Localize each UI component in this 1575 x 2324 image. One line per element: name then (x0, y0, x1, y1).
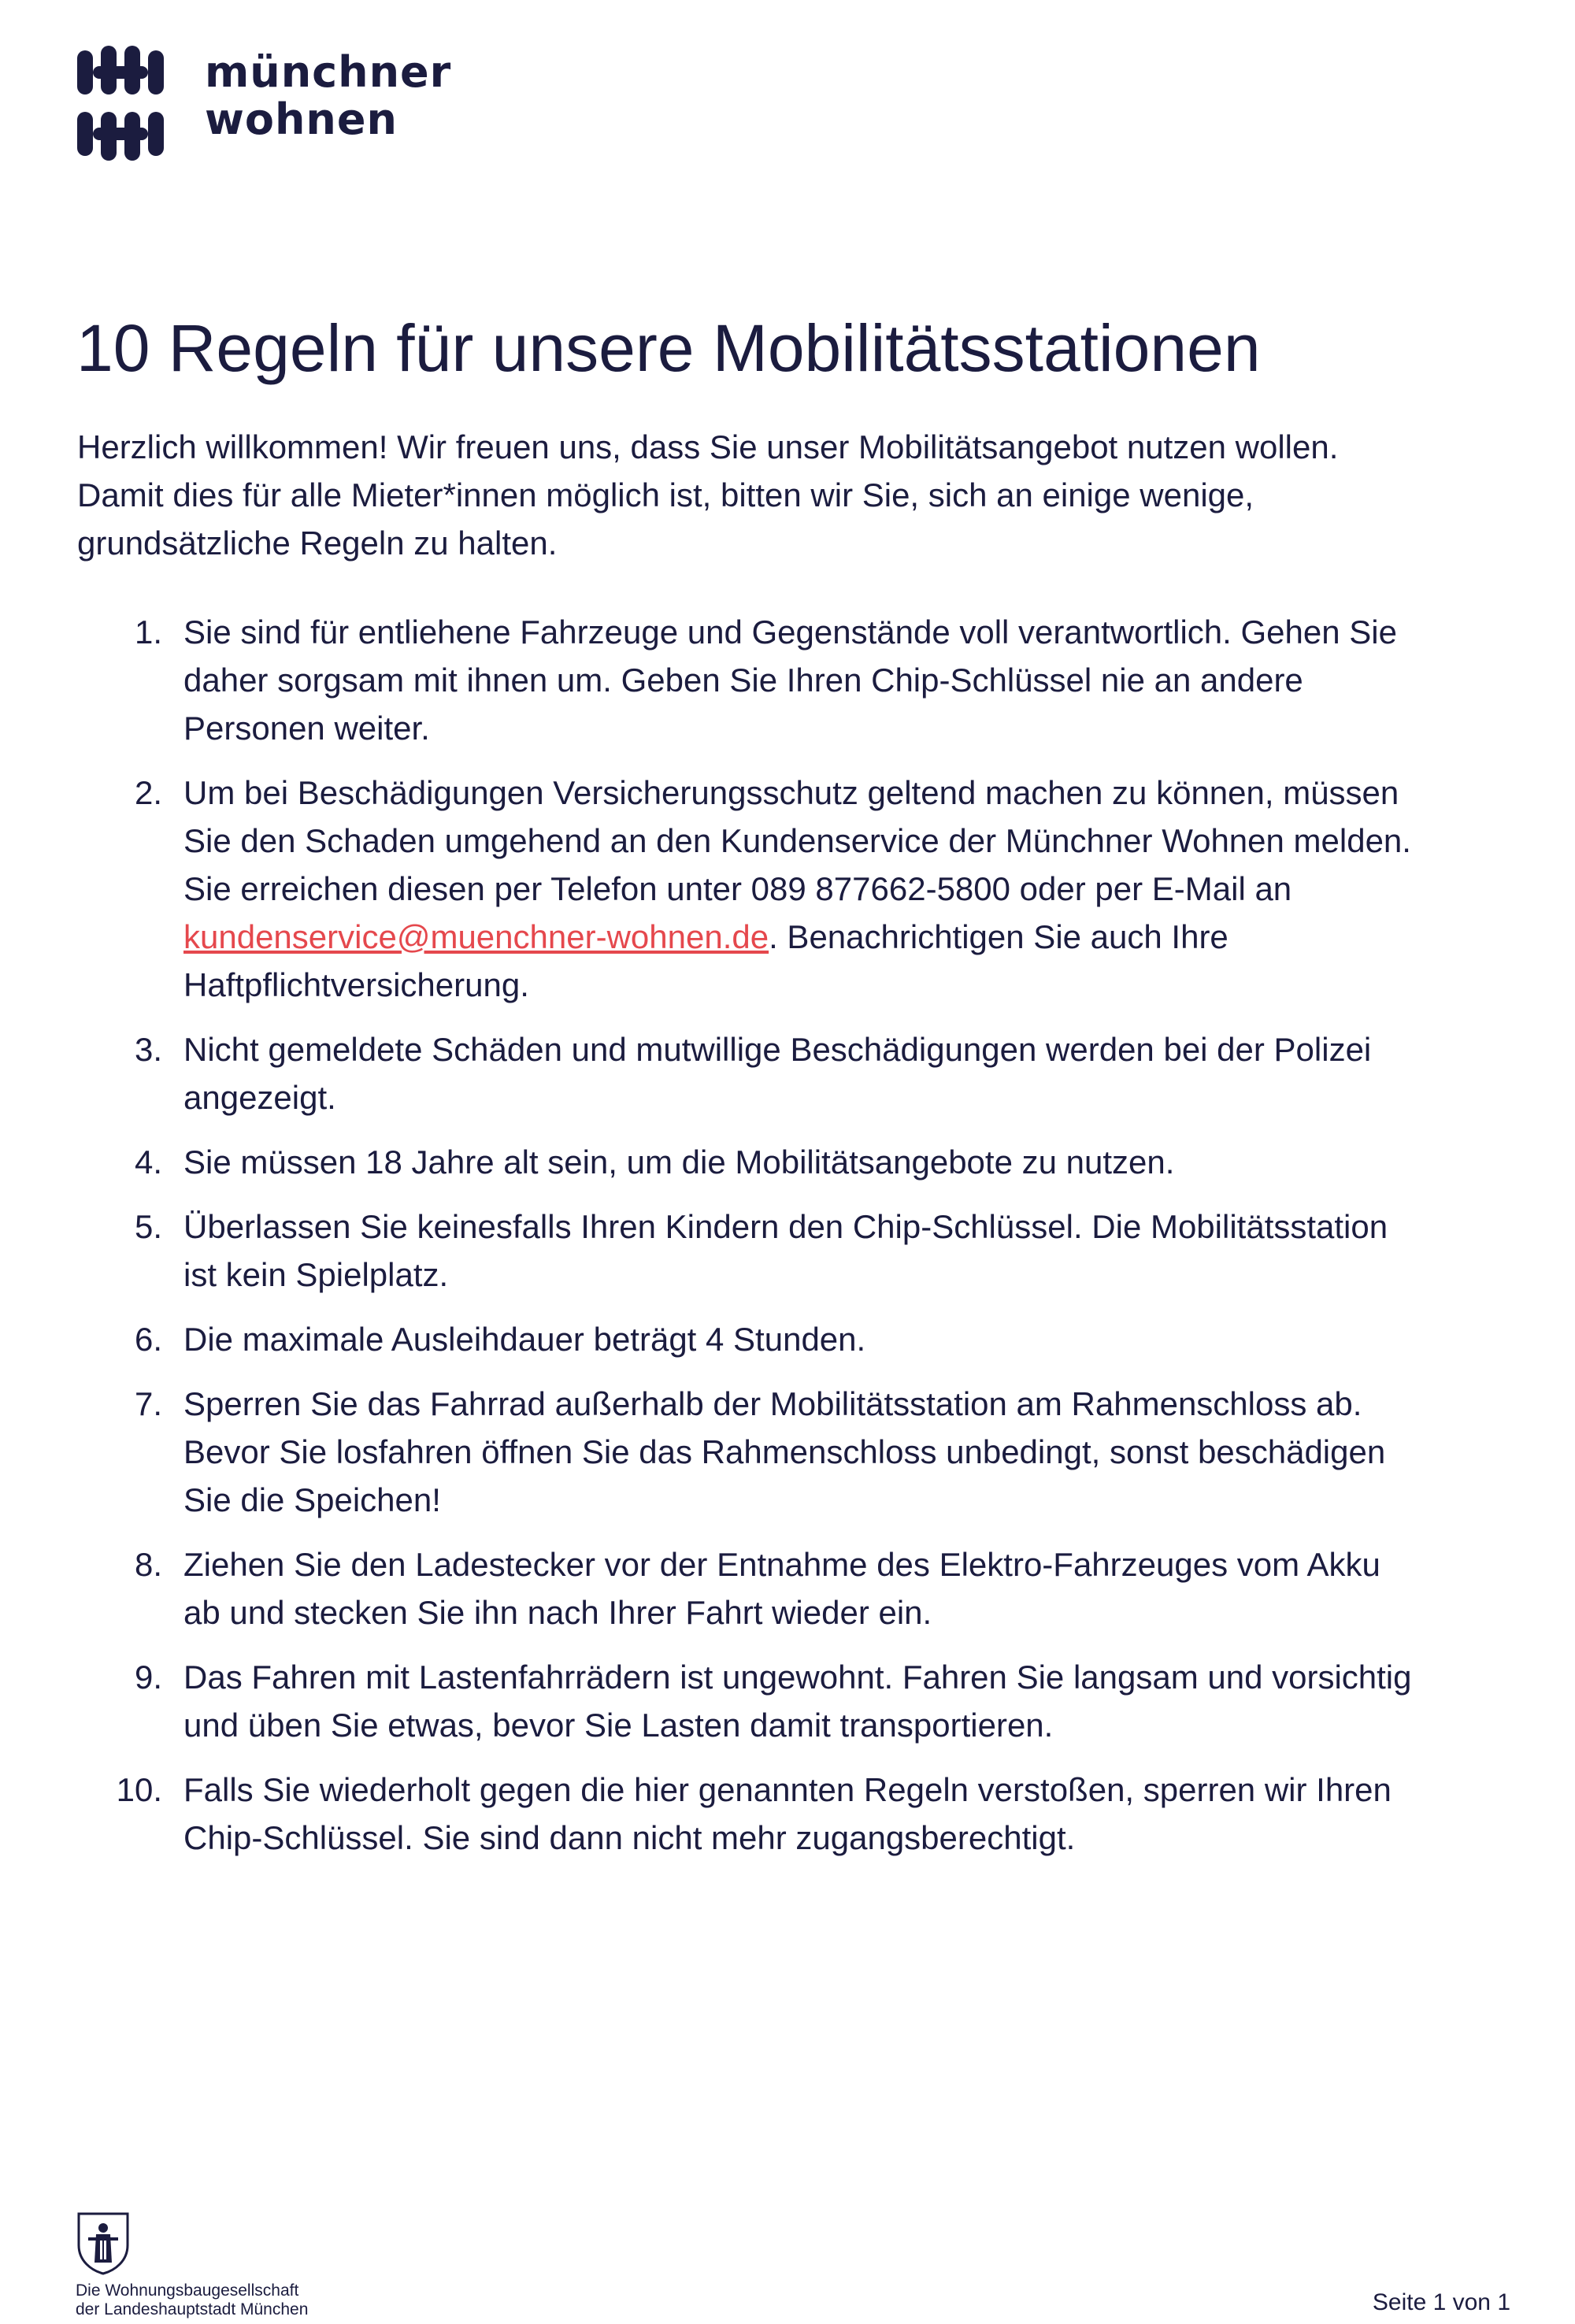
rule-number: 2. (134, 774, 162, 811)
rule-text-line: Ziehen Sie den Ladestecker vor der Entnahme des Elektro-Fahrzeuges vom Akku (183, 1546, 1380, 1583)
rule-number: 3. (134, 1031, 162, 1068)
rule-text-line: Sie müssen 18 Jahre alt sein, um die Mobilitätsangebote zu nutzen. (183, 1143, 1175, 1181)
rule-number: 8. (134, 1546, 162, 1583)
email-link[interactable]: kundenservice@muenchner-wohnen.de (183, 918, 769, 955)
rule-number: 7. (134, 1385, 162, 1422)
footer-org-line: Die Wohnungsbaugesellschaft (76, 2281, 299, 2300)
muenchner-wohnen-logo-icon (77, 46, 165, 161)
rule-text-line: Um bei Beschädigungen Versicherungsschutz geltend machen zu können, müssen (183, 774, 1399, 811)
rule-text-line: Sie die Speichen! (183, 1481, 441, 1518)
rule-text-line: Die maximale Ausleihdauer beträgt 4 Stunden. (183, 1321, 866, 1358)
rule-item-9 (77, 1653, 1518, 1749)
rule-number: 1. (134, 613, 162, 650)
rule-text-line (183, 913, 1518, 961)
rule-item-6 (77, 1315, 1518, 1363)
rule-text-fragment: . Benachrichtigen Sie auch Ihre (769, 918, 1228, 955)
page-title: 10 Regeln für unsere Mobilitätsstationen (76, 311, 1261, 385)
rule-number: 10. (116, 1771, 162, 1808)
rule-item-1 (77, 608, 1518, 752)
rule-text-line: Sie den Schaden umgehend an den Kundenservice der Münchner Wohnen melden. (183, 822, 1411, 859)
rule-item-10 (77, 1766, 1518, 1862)
rule-text-line: Personen weiter. (183, 710, 430, 747)
rule-text-line: Nicht gemeldete Schäden und mutwillige Beschädigungen werden bei der Polizei (183, 1031, 1372, 1068)
footer-organization (76, 2281, 308, 2319)
rule-text-line: Überlassen Sie keinesfalls Ihren Kindern den Chip-Schlüssel. Die Mobilitätsstation (183, 1208, 1388, 1245)
brand-line-1: münchner (205, 47, 452, 97)
rule-item-8 (77, 1540, 1518, 1636)
footer-org-line: der Landeshauptstadt München (76, 2300, 309, 2318)
brand-logo (77, 46, 455, 164)
rule-item-7 (77, 1380, 1518, 1524)
intro-line: grundsätzliche Regeln zu halten. (77, 524, 558, 562)
intro-paragraph (77, 423, 1510, 567)
rule-number: 9. (134, 1659, 162, 1696)
rule-item-3 (77, 1025, 1518, 1121)
rule-item-5 (77, 1203, 1518, 1299)
rule-text-line: Sperren Sie das Fahrrad außerhalb der Mobilitätsstation am Rahmenschloss ab. (183, 1385, 1362, 1422)
rule-text-line: Sie erreichen diesen per Telefon unter 089 877662-5800 oder per E-Mail an (183, 870, 1292, 907)
rule-text-line: angezeigt. (183, 1079, 336, 1116)
rule-text-line: Falls Sie wiederholt gegen die hier genannten Regeln verstoßen, sperren wir Ihren (183, 1771, 1392, 1808)
intro-line: Herzlich willkommen! Wir freuen uns, dass Sie unser Mobilitätsangebot nutzen wollen. (77, 428, 1339, 465)
rule-text-line: Bevor Sie losfahren öffnen Sie das Rahmenschloss unbedingt, sonst beschädigen (183, 1433, 1386, 1470)
rule-text-line: und üben Sie etwas, bevor Sie Lasten damit transportieren. (183, 1707, 1054, 1744)
rule-text-line: daher sorgsam mit ihnen um. Geben Sie Ihren Chip-Schlüssel nie an andere (183, 662, 1303, 699)
rule-text-line: ab und stecken Sie ihn nach Ihrer Fahrt wieder ein. (183, 1594, 932, 1631)
page-number: Seite 1 von 1 (1372, 2289, 1510, 2315)
munich-crest-icon (76, 2211, 131, 2275)
rule-number: 5. (134, 1208, 162, 1245)
rule-text-line: Das Fahren mit Lastenfahrrädern ist ungewohnt. Fahren Sie langsam und vorsichtig (183, 1659, 1412, 1696)
brand-line-2: wohnen (205, 95, 398, 144)
rules-list (77, 608, 1518, 1878)
rule-item-4 (77, 1138, 1518, 1186)
rule-number: 6. (134, 1321, 162, 1358)
rule-text-line: Chip-Schlüssel. Sie sind dann nicht mehr zugangsberechtigt. (183, 1819, 1076, 1856)
rule-number: 4. (134, 1143, 162, 1181)
rule-text-line: ist kein Spielplatz. (183, 1256, 449, 1293)
brand-wordmark (205, 49, 451, 143)
intro-line: Damit dies für alle Mieter*innen möglich ist, bitten wir Sie, sich an einige wenige, (77, 476, 1254, 513)
rule-text-line: Sie sind für entliehene Fahrzeuge und Gegenstände voll verantwortlich. Gehen Sie (183, 613, 1397, 650)
rule-text-line: Haftpflichtversicherung. (183, 966, 529, 1003)
rule-item-2 (77, 769, 1518, 1009)
